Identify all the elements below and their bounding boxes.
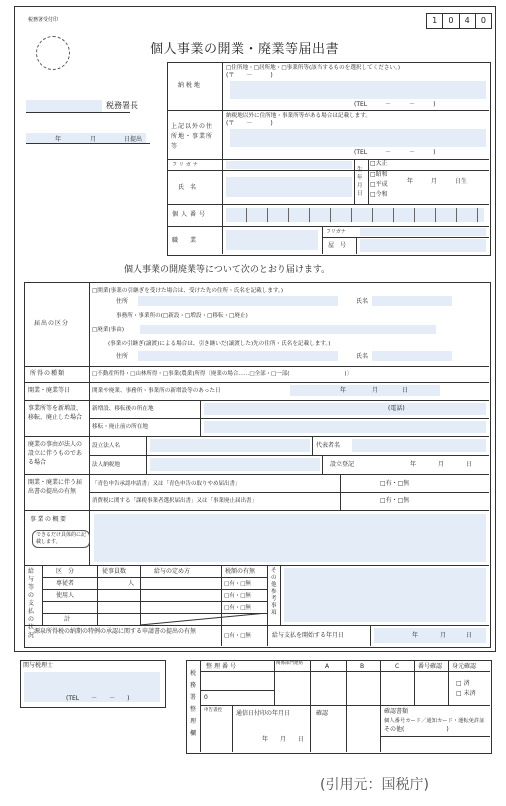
- trade-furigana-input[interactable]: [360, 228, 486, 236]
- corp-reg-year: 年: [410, 461, 417, 468]
- trade-furigana: フリガナ: [326, 229, 346, 235]
- corp-label: 廃業の事由が法人の設立に伴うものである場合: [28, 441, 83, 466]
- row2-copy: 申告書控: [204, 708, 222, 713]
- row2-day: 日: [298, 736, 305, 743]
- corp-name-input[interactable]: [150, 439, 310, 452]
- summary-label: 事業の概要: [30, 516, 68, 523]
- office-new: 新増設、移転後の所在地: [92, 406, 154, 412]
- stamp-circle: [36, 36, 70, 70]
- corp-reg-label: 設立登記: [330, 461, 355, 468]
- form-number: [426, 13, 492, 29]
- filing-tax: 消費税に関する「課税事業者選択届出書」又は「事業廃止届出書」: [92, 498, 258, 504]
- row2-date: 通信日付印の年月日: [236, 710, 291, 717]
- era-heisei[interactable]: □平成: [370, 181, 388, 188]
- open-date-input[interactable]: [290, 385, 440, 396]
- filing-label: 開業・廃業に伴う届出書の提出の有無: [28, 479, 83, 495]
- other-address-note: 納税地以外に住所地・事業所等がある場合は記載します。: [226, 113, 371, 119]
- pay-tax-yesno-2[interactable]: □有・□無: [224, 593, 251, 599]
- category-name2-input[interactable]: [372, 351, 452, 361]
- trade-name-input[interactable]: [360, 239, 486, 252]
- pay-unit: 人: [128, 580, 135, 587]
- corp-rep-label: 代表者名: [316, 442, 341, 449]
- income-label: 所得の種類: [30, 370, 66, 377]
- agent-tel: (TEL － － ): [66, 695, 130, 702]
- subtitle: 個人事業の開廃業等について次のとおり届けます。: [124, 265, 331, 275]
- category-open[interactable]: □開業(事業の引継ぎを受けた場合は、受けた先の住所・氏名を記載します。): [92, 288, 283, 294]
- pay-tax-yesno-3[interactable]: □有・□無: [224, 605, 251, 611]
- birth-month: 月: [431, 178, 438, 185]
- pay-start-month: 月: [440, 632, 447, 639]
- col-b: B: [360, 663, 365, 670]
- row2-confirm: 確認: [316, 710, 329, 717]
- category-name: 氏名: [356, 298, 369, 305]
- row2-year: 年: [262, 736, 269, 743]
- col-id-check: 身元確認: [452, 663, 477, 670]
- date-year: 年: [55, 136, 62, 143]
- corp-num-input[interactable]: [150, 458, 320, 471]
- check-done[interactable]: □ 済: [456, 680, 470, 687]
- open-date-year: 年: [340, 387, 347, 394]
- special-label: 源泉所得税の納期の特例の承認に関する申請書の提出の有無: [34, 628, 197, 635]
- special-yesno[interactable]: □有・□無: [224, 633, 251, 639]
- pay-tax-yesno-1[interactable]: □有・□無: [224, 581, 251, 587]
- row2-zero: 0: [204, 694, 208, 701]
- office-phone: (電話): [388, 405, 405, 412]
- pay-label: 給与等の支払の状況: [28, 568, 35, 639]
- corp-reg-day: 日: [466, 461, 473, 468]
- form-number-digit: 0: [480, 16, 486, 25]
- filing-tax-yesno[interactable]: □有・□無: [380, 497, 410, 504]
- date-month: 月: [90, 136, 97, 143]
- doc-list: 個人番号カード／通知カード・運転免許証: [384, 718, 485, 724]
- postal-code-2: (〒 － ): [226, 120, 273, 127]
- office-use-label: 税務署整理欄: [190, 670, 197, 737]
- other-ref-input[interactable]: [284, 568, 486, 622]
- col-kankei: 関係部門連絡: [276, 661, 303, 666]
- stamp-label: 税務署受付印: [28, 17, 59, 23]
- filing-blue: 「青色申告承認申請書」又は「青色申告の取りやめ届出書」: [92, 481, 241, 487]
- summary-input[interactable]: [94, 514, 486, 562]
- row2-docs: 確認書類: [384, 708, 409, 715]
- corp-reg-month: 月: [438, 461, 445, 468]
- office-old: 移転・廃止前の所在地: [92, 424, 148, 430]
- category-addr2-input[interactable]: [138, 351, 338, 361]
- pay-start-year: 年: [412, 632, 419, 639]
- open-date-label: 開業・廃業等日: [28, 387, 71, 394]
- pay-header-category: 区 分: [56, 568, 75, 575]
- form-number-digit: 1: [427, 14, 443, 28]
- other-address-label: 上記以外の住所地・事業所等: [171, 123, 214, 150]
- pay-total-slash: [140, 613, 267, 625]
- pay-start-label: 給与支払を開始する年月日: [272, 632, 345, 639]
- furigana-input[interactable]: [226, 161, 352, 169]
- corp-num-label: 法人納税地: [92, 462, 120, 468]
- pay-start-day: 日: [466, 632, 473, 639]
- tel-field: (TEL － － ): [354, 101, 436, 108]
- job-input[interactable]: [226, 230, 318, 250]
- open-date-day: 日: [402, 387, 409, 394]
- income-options[interactable]: □不動産所得・□山林所得・□事業(農業)所得〔廃業の場合……□全部・□一部( )〕: [92, 371, 353, 377]
- doc-other: その他( ): [384, 726, 449, 733]
- office-label: 事業所等を新増設、移転、廃止した場合: [28, 405, 83, 421]
- tax-place-input[interactable]: [230, 81, 486, 99]
- source-credit: (引用元：国税庁): [320, 777, 429, 793]
- col-number-check: 番号確認: [418, 663, 443, 670]
- category-addr: 住所: [116, 298, 129, 305]
- pay-total: 計: [64, 616, 71, 623]
- name-label: 氏 名: [178, 184, 197, 191]
- category-close-input[interactable]: [140, 325, 436, 334]
- name-input[interactable]: [226, 177, 352, 197]
- trade-name-label: 屋 号: [328, 242, 347, 249]
- date-day: 日提出: [124, 136, 143, 143]
- tel-field-2: (TEL － － ): [354, 149, 436, 156]
- birth-label: 生年月日: [357, 167, 363, 197]
- category-close[interactable]: □廃業(事由): [92, 327, 125, 333]
- postal-code: (〒 － ): [226, 72, 273, 79]
- pay-header-method: 給与の定め方: [154, 568, 191, 575]
- era-taisho[interactable]: □大正: [370, 160, 388, 167]
- category-label: 届出の区分: [34, 320, 70, 327]
- col-seiri: 整理番号: [206, 663, 239, 670]
- category-addr-input[interactable]: [138, 296, 338, 306]
- tax-place-options[interactable]: □住所地・□居所地・□事業所等(該当するものを選択してください。): [226, 65, 401, 71]
- era-showa[interactable]: □昭和: [370, 171, 388, 178]
- mynumber-input[interactable]: [226, 208, 484, 222]
- check-not-done[interactable]: □ 未済: [456, 690, 476, 697]
- summary-note: できるだけ具体的に記載します。: [32, 530, 90, 548]
- tax-place-label: 納 税 地: [178, 82, 200, 89]
- birth-year: 年: [407, 178, 414, 185]
- tax-office-field[interactable]: [26, 100, 102, 112]
- filing-blue-yesno[interactable]: □有・□無: [380, 480, 410, 487]
- col-a: A: [325, 663, 330, 670]
- office-new-input[interactable]: [204, 403, 486, 415]
- corp-rep-input[interactable]: [352, 439, 486, 452]
- col-c: C: [395, 663, 400, 670]
- open-date-month: 月: [372, 387, 379, 394]
- category-office[interactable]: 事務所・事業所の(□新設・□増設・□移転・□廃止): [116, 313, 248, 319]
- form-number-digit: 4: [460, 14, 476, 28]
- pay-header-tax: 税額の有無: [225, 568, 256, 575]
- category-name-input[interactable]: [372, 296, 452, 306]
- row2-month: 月: [280, 736, 287, 743]
- office-old-input[interactable]: [204, 421, 486, 433]
- other-ref-label: その他参考事項: [271, 568, 277, 616]
- furigana-label: フリガナ: [172, 162, 200, 168]
- other-address-input[interactable]: [230, 129, 486, 147]
- job-label: 職 業: [172, 237, 200, 244]
- category-name-2: 氏名: [356, 353, 369, 360]
- category-transfer: (事業の引継ぎ(譲渡)による場合は、引き継いだ(譲渡した)先の住所・氏名を記載します。): [108, 341, 331, 347]
- open-date-text: 開業や廃業、事務所・事業所の新増設等のあった日: [92, 388, 221, 394]
- pay-row-employee: 使用人: [56, 592, 75, 599]
- category-addr-2: 住所: [116, 353, 129, 360]
- tax-office-label: 税務署長: [106, 101, 138, 110]
- page-title: 個人事業の開業・廃業等届出書: [150, 42, 340, 57]
- corp-name-label: 設立法人名: [92, 443, 120, 449]
- era-reiwa[interactable]: □令和: [370, 191, 388, 198]
- mynumber-label: 個人番号: [172, 211, 209, 218]
- pay-header-count: 従事員数: [102, 568, 127, 575]
- agent-label: 関与税理士: [23, 662, 54, 669]
- form-number-digit: 0: [443, 14, 459, 28]
- pay-row-family: 専従者: [56, 580, 75, 587]
- birth-day: 日生: [455, 178, 468, 185]
